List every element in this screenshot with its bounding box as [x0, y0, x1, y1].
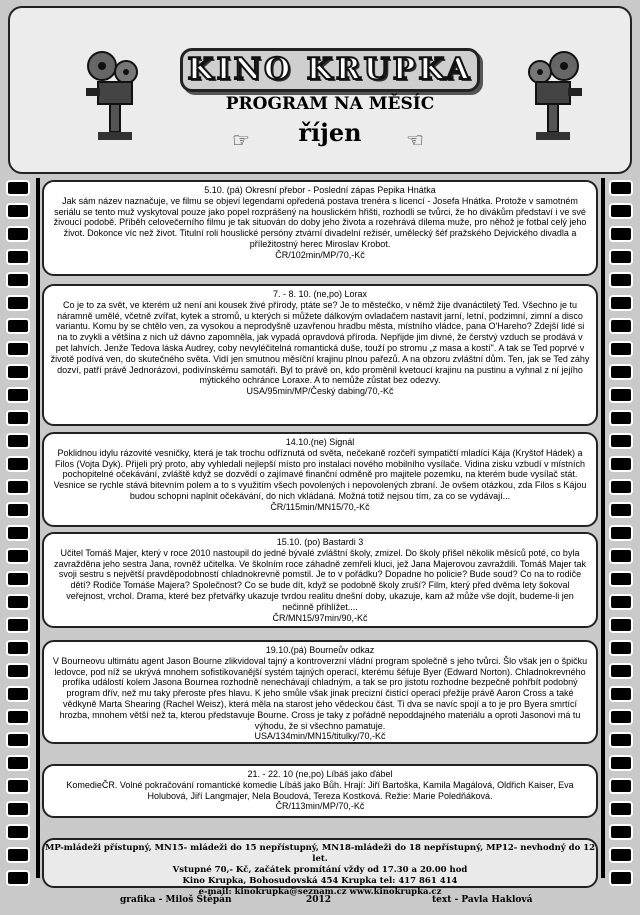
- film-info: ČR/115min/MN15/70,-Kč: [270, 501, 370, 512]
- film-perforation: [6, 479, 30, 495]
- film-perforation: [6, 847, 30, 863]
- film-perforation: [609, 295, 633, 311]
- film-projector-icon: [80, 48, 150, 148]
- film-description: V Bourneovu ultimátu agent Jason Bourne zlikvidoval tajný a kontroverzní vládní program společně s jeho tvůrci. Šlo však jen o špičku ledovce, pod níž se ukrývá mnohem sofistikovanější systém tajných operací, kterému šéfuje Byer (Edward Norton). Chladnokrevného profíka událostí kolem Jasona Bournea rozhodně nenechávají chladným, a tak se pro jistotu rozhodne bezpečně pohřbít podobný program dřív, než mu taky přeroste přes hlavu. K jeho smůle však jinak precizní čistící operaci přežije právě Aaron Cross a také vědkyně Marta Shearing (Rachel Weisz), která měla na starost jeho vědeckou část. Ti dva se navíc spojí a to je pro Byera smrtící hrozba, mnohem větší než ta, kterou představuje Bourne. Cross je taky z pořádně nepoddajného materiálu a oproti Jasonovi má tu výhodu, že si všechno pamatuje.: [52, 655, 588, 731]
- film-entry: [42, 432, 598, 527]
- film-perforation: [609, 640, 633, 656]
- film-info: USA/134min/MN15/titulky/70,-Kč: [254, 731, 386, 742]
- film-perforation: [6, 594, 30, 610]
- film-heading: 5.10. (pá) Okresní přebor - Poslední zápas Pepika Hnátka: [204, 185, 436, 195]
- admission-info: Vstupné 70,- Kč, začátek promítání vždy od 17.30 a 20.00 hod: [172, 865, 468, 875]
- film-perforation: [609, 594, 633, 610]
- credit-text: text - Pavla Haklová: [432, 895, 533, 905]
- film-perforation: [6, 203, 30, 219]
- film-description: Učitel Tomáš Majer, který v roce 2010 nastoupil do jedné bývalé zvláštní školy, zmizel. Do školy přišel několik měsíců poté, co byla zavražděna jeho sestra Jana, rovněž učitelka. Ve školním roce záhadně zemřeli kluci, jež Jana Majerovou zavraždili. Tomáš Majer tak svoji sestru s největší pravděpodobností chladnokrevně pomstil. Je to v pořádku? Dopadne ho policie? Bude soud? Co na to rodiče dětí? Rodiče Tomáše Majera? Společnost? Co se bude dít, když se podobně školy zruší? Film, který před dvěma lety šokoval veřejnost, vrchol. Drama, které bez přetvářky ukazuje tvrdou realitu dnešní doby, ukazuje, kam až může vše dojít, budeme-li jen nečinně přihlížet....: [53, 547, 587, 612]
- film-perforation: [6, 755, 30, 771]
- film-perforation: [6, 180, 30, 196]
- film-perforation: [6, 456, 30, 472]
- poster-header: [8, 6, 632, 174]
- film-perforation: [609, 686, 633, 702]
- film-description: Co je to za svět, ve kterém už není ani kousek živé přírody, ptáte se? Je to městečko, v němž žije dvanáctiletý Ted. Všechno je tu náramně umělé, včetně zvířat, kytek a stromů, u kterých si můžete dálkovým ovladačem nastavit jarní, letní, podzimní, zimní a disco variantu. Komu by se chtělo ven, za vysokou a neprodyšně uzavřenou hradbu města, místního vládce, pana O'Hareho? Zdejší lidé si na to zvykli a většina z nich už dávno zapomněla, jak vypadá opravdová příroda. Nepřijde jim divné, že čerstvý vzduch se prodává v pet lahvích. Jenže Tedova láska Audrey, coby nevyléčitelná romantická duše, touží po stromu „z masa a kostí". A tak se Ted poprvé v životě podívá ven, do skutečného světa. Vidí jen smutnou měsíční krajinu plnou pařezů. A na obzoru zvláštní dům. Ten, jak se Ted záhy dozví, patří právě Jednorázovi, podivínskému samotáři. Byl to právě on, kdo proměnil kvetoucí krajinu na pustinu a vyhnal z ní jejího mýtického ochránce Loraxe. A to nemůže zůstat bez odezvy.: [50, 299, 590, 386]
- logo-text: KINO KRUPKA: [187, 52, 473, 87]
- film-perforation: [6, 571, 30, 587]
- film-description: Jak sám název naznačuje, ve filmu se objeví legendami opředená postava trenéra s licencí - Josefa Hnátka. Protože v samotném seriálu se tento muž vyskytoval pouze jako popel rozprášený na houslickém hřišti, rozhodli se tvůrci, že ho divákům představí i ve své živoucí podobě. Příběh celovečerního filmu je tak situován do doby jeho života a rozehrává dilema muže, pro něhož je fotbal celý jeho život. Dokonce víc než život. Titulní roli houslické persóny ztvární divadelní režisér, umělecký šéf pražského Dejvického divadla a příležitostný herec Miroslav Krobot.: [53, 195, 587, 249]
- film-perforation: [6, 824, 30, 840]
- cinema-logo: [180, 48, 480, 92]
- film-perforation: [6, 870, 30, 886]
- film-perforation: [6, 387, 30, 403]
- film-perforation: [6, 617, 30, 633]
- film-info: ČR/102min/MP/70,-Kč: [275, 249, 365, 260]
- film-perforation: [6, 640, 30, 656]
- film-heading: 15.10. (po) Bastardi 3: [276, 537, 364, 547]
- film-perforation: [609, 824, 633, 840]
- film-perforation: [609, 410, 633, 426]
- film-perforation: [6, 801, 30, 817]
- film-perforation: [609, 870, 633, 886]
- film-perforation: [6, 272, 30, 288]
- film-perforation: [6, 525, 30, 541]
- contact-info: e-mail: kinokrupka@seznam.cz www.kinokrupka.cz: [198, 887, 442, 897]
- info-footer: [42, 838, 598, 897]
- film-perforation: [609, 502, 633, 518]
- film-perforation: [609, 709, 633, 725]
- film-perforation: [609, 801, 633, 817]
- film-description: KomedieČR. Volné pokračování romantické komedie Líbáš jako Bůh. Hrají: Jiří Bartoška, Kamila Magálová, Oldřich Kaiser, Eva Holubová, Jiří Langmajer, Nela Boudová, Tereza Kostková. Režie: Marie Poledňáková.: [66, 779, 574, 801]
- film-perforation: [609, 249, 633, 265]
- film-perforation: [609, 456, 633, 472]
- film-perforation: [6, 410, 30, 426]
- film-info: ČR/MN15/97min/90,-Kč: [272, 612, 368, 623]
- film-perforation: [609, 272, 633, 288]
- film-perforation: [609, 548, 633, 564]
- film-perforation: [6, 686, 30, 702]
- film-perforation: [609, 617, 633, 633]
- film-perforation: [6, 502, 30, 518]
- film-heading: 14.10.(ne) Signál: [285, 437, 355, 447]
- film-perforation: [609, 732, 633, 748]
- film-perforation: [609, 318, 633, 334]
- film-perforation: [609, 387, 633, 403]
- film-entry: [42, 640, 598, 744]
- film-perforation: [609, 663, 633, 679]
- film-heading: 19.10.(pá) Bourneův odkaz: [265, 645, 375, 655]
- film-entry: [42, 764, 598, 818]
- film-perforation: [6, 364, 30, 380]
- film-perforation: [6, 318, 30, 334]
- film-perforation: [609, 778, 633, 794]
- credit-graphics: grafika - Miloš Štěpán: [120, 895, 232, 905]
- film-perforation: [6, 548, 30, 564]
- film-perforation: [609, 571, 633, 587]
- film-info: USA/95min/MP/Český dabing/70,-Kč: [246, 386, 394, 397]
- film-perforation: [609, 755, 633, 771]
- film-perforation: [609, 847, 633, 863]
- film-heading: 7. - 8. 10. (ne,po) Lorax: [272, 289, 368, 299]
- month-title: říjen: [298, 118, 362, 147]
- film-info: ČR/113min/MP/70,-Kč: [275, 801, 365, 812]
- film-entry: [42, 532, 598, 628]
- film-perforation: [609, 525, 633, 541]
- program-subtitle: PROGRAM NA MĚSÍC: [225, 94, 435, 114]
- film-perforation: [6, 732, 30, 748]
- film-perforation: [6, 249, 30, 265]
- film-perforation: [6, 341, 30, 357]
- film-perforation: [6, 663, 30, 679]
- film-perforation: [609, 203, 633, 219]
- film-heading: 21. - 22. 10 (ne,po) Líbáš jako ďábel: [247, 769, 393, 779]
- film-perforation: [609, 479, 633, 495]
- film-perforation: [6, 226, 30, 242]
- cinema-address: Kino Krupka, Bohosudovská 454 Krupka tel: 417 861 414: [182, 876, 458, 886]
- pointing-hand-left-icon: ☜: [406, 130, 424, 152]
- film-perforation: [6, 433, 30, 449]
- film-entry: [42, 180, 598, 276]
- film-entry: [42, 284, 598, 426]
- film-strip-rail: [36, 178, 40, 878]
- film-perforation: [6, 709, 30, 725]
- film-strip-rail: [601, 178, 605, 878]
- film-perforation: [609, 226, 633, 242]
- film-perforation: [609, 364, 633, 380]
- film-description: Poklidnou idylu rázovité vesničky, která je tak trochu odříznutá od světa, nečekaně rozčeří sympatičtí mladíci Kája (Kryštof Hádek) a Filos (Vojta Dyk). Přijeli prý proto, aby vyhledali nejlepší místo pro instalaci nového mobilního vysílače. Vidina zisku vzbudí v místních pochopitelné očekávání, zvláště když se dozvědí o zajímavé finanční odměně pro majitele pozemku, na kterém bude vysílač stát. Vesnice se rychle stává bitevním polem a to s využitím všech povolených i nepovolených zbraní. Je ovšem otázkou, zda Filos s Kájou budou schopni naplnit očekávání, do nich vkládaná. Možná totiž nejsou tím, za co se vydávají...: [53, 447, 587, 501]
- film-perforation: [6, 295, 30, 311]
- credit-year: 2012: [306, 895, 332, 905]
- film-perforation: [609, 180, 633, 196]
- age-rating-legend: MP-mládeži přístupný, MN15- mládeži do 15 nepřístupný, MN18-mládeži do 18 nepřístupný, MP12- nevhodný do 12 let.: [44, 843, 596, 864]
- film-perforation: [609, 341, 633, 357]
- film-perforation: [609, 433, 633, 449]
- pointing-hand-right-icon: ☞: [232, 130, 250, 152]
- film-perforation: [6, 778, 30, 794]
- film-projector-icon: [518, 48, 588, 148]
